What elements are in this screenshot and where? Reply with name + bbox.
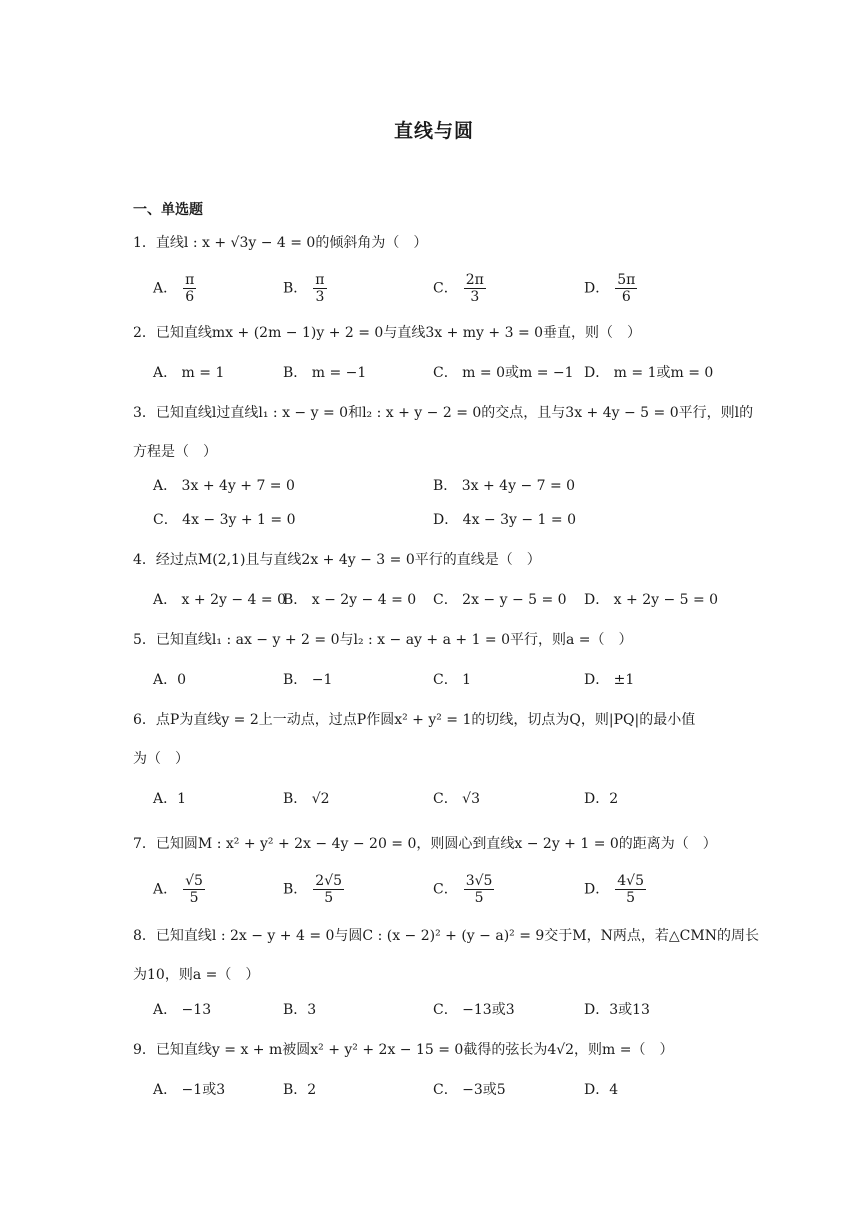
answer-option[interactable]: C． 1 — [433, 672, 472, 688]
answer-option[interactable]: B． $\frac{2√5}{5}$ — [283, 873, 343, 906]
answer-option[interactable]: A． $\frac{√5}{5}$ — [153, 873, 203, 906]
answer-option[interactable]: A．0 — [153, 672, 187, 688]
answer-option[interactable]: A．1 — [153, 791, 187, 807]
answer-option[interactable]: D． m = 1或m = 0 — [584, 365, 714, 381]
question-stem: 2．已知直线mx + (2m − 1)y + 2 = 0与直线3x + my + 3 = 0垂直，则（ ） — [133, 325, 642, 341]
answer-option[interactable]: C． $\frac{3√5}{5}$ — [433, 873, 493, 906]
question-stem: 3．已知直线l过直线l₁ : x − y = 0和l₂ : x + y − 2 = 0的交点，且与3x + 4y − 5 = 0平行，则l的 — [133, 405, 754, 421]
answer-option[interactable]: D．2 — [584, 791, 619, 807]
answer-option[interactable]: C． −13或3 — [433, 1002, 515, 1018]
answer-option[interactable]: C． 2x − y − 5 = 0 — [433, 592, 567, 608]
answer-option[interactable]: B． $\frac{\pi}{3}$ — [283, 272, 325, 305]
answer-option[interactable]: B． √2 — [283, 791, 330, 807]
answer-option[interactable]: C． √3 — [433, 791, 480, 807]
answer-option[interactable]: B．2 — [283, 1082, 317, 1098]
answer-option[interactable]: A． −13 — [153, 1002, 212, 1018]
answer-option[interactable]: D． $\frac{5\pi}{6}$ — [584, 272, 636, 305]
answer-option[interactable]: C． m = 0或m = −1 — [433, 365, 574, 381]
answer-option[interactable]: B． m = −1 — [283, 365, 367, 381]
answer-option[interactable]: D． x + 2y − 5 = 0 — [584, 592, 719, 608]
answer-option[interactable]: D．4 — [584, 1082, 619, 1098]
page-title: 直线与圆 — [393, 120, 474, 142]
question-stem: 7．已知圆M : x² + y² + 2x − 4y − 20 = 0，则圆心到直线x − 2y + 1 = 0的距离为（ ） — [133, 836, 717, 852]
answer-option[interactable]: C． 4x − 3y + 1 = 0 — [153, 512, 296, 528]
answer-option[interactable]: D．3或13 — [584, 1002, 650, 1018]
question-stem-continued: 为10，则a =（ ） — [133, 967, 260, 983]
answer-option[interactable]: A． 3x + 4y + 7 = 0 — [153, 478, 295, 494]
question-stem-continued: 为（ ） — [133, 751, 189, 767]
answer-option[interactable]: B． −1 — [283, 672, 333, 688]
question-stem: 8．已知直线l : 2x − y + 4 = 0与圆C : (x − 2)² + (y − a)² = 9交于M，N两点，若△CMN的周长 — [133, 928, 759, 944]
question-stem: 1．直线l : x + √3y − 4 = 0的倾斜角为（ ） — [133, 235, 428, 251]
question-stem: 5．已知直线l₁ : ax − y + 2 = 0与l₂ : x − ay + a + 1 = 0平行，则a =（ ） — [133, 632, 633, 648]
question-stem: 4．经过点M(2,1)且与直线2x + 4y − 3 = 0平行的直线是（ ） — [133, 552, 541, 568]
answer-option[interactable]: B． 3x + 4y − 7 = 0 — [433, 478, 576, 494]
answer-option[interactable]: B．3 — [283, 1002, 317, 1018]
question-stem-continued: 方程是（ ） — [133, 444, 217, 460]
answer-option[interactable]: D． ±1 — [584, 672, 635, 688]
answer-option[interactable]: C． $\frac{2\pi}{3}$ — [433, 272, 484, 305]
question-stem: 6．点P为直线y = 2上一动点，过点P作圆x² + y² = 1的切线，切点为Q，则|PQ|的最小值 — [133, 712, 696, 728]
answer-option[interactable]: C． −3或5 — [433, 1082, 506, 1098]
question-stem: 9．已知直线y = x + m被圆x² + y² + 2x − 15 = 0截得的弦长为4√2，则m =（ ） — [133, 1042, 674, 1058]
answer-option[interactable]: A． $\frac{\pi}{6}$ — [153, 272, 195, 305]
answer-option[interactable]: A． m = 1 — [153, 365, 225, 381]
section-heading: 一、单选题 — [133, 202, 203, 218]
answer-option[interactable]: D． $\frac{4√5}{5}$ — [584, 873, 644, 906]
answer-option[interactable]: B． x − 2y − 4 = 0 — [283, 592, 417, 608]
answer-option[interactable]: A． −1或3 — [153, 1082, 226, 1098]
answer-option[interactable]: A． x + 2y − 4 = 0 — [153, 592, 286, 608]
answer-option[interactable]: D． 4x − 3y − 1 = 0 — [433, 512, 577, 528]
